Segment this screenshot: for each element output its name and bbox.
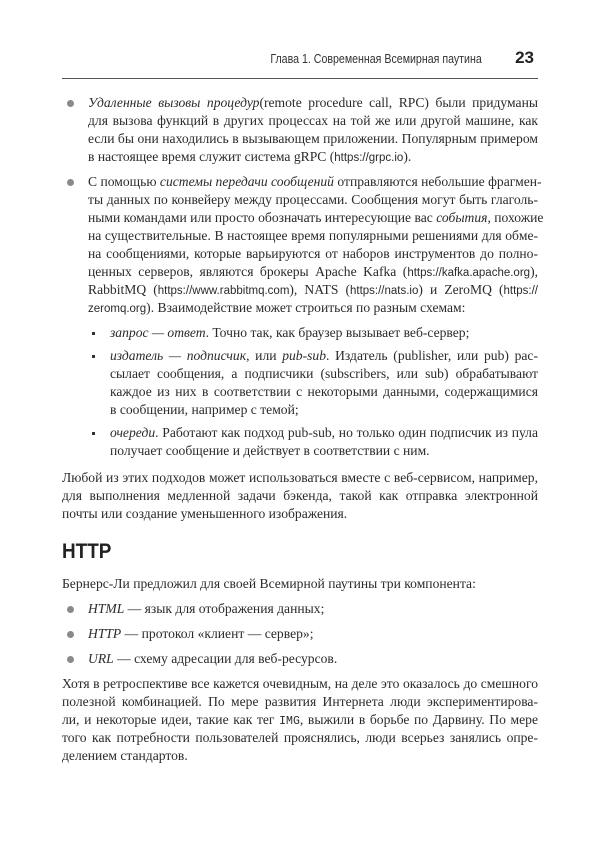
- text-line: [62, 505, 538, 523]
- text-line: [62, 487, 538, 505]
- italic-term: запрос — ответ: [110, 325, 206, 340]
- sub-request-response: [110, 324, 538, 342]
- text-line: [110, 365, 538, 383]
- text-run: С помощью: [88, 174, 160, 189]
- text-run: каждое из них в соответствии с некоторыми данными, содержащимися: [110, 384, 538, 399]
- text-line: [88, 263, 538, 281]
- text-run: . Точно так, как браузер вызывает веб-сервер;: [205, 325, 470, 340]
- text-line: [62, 469, 538, 487]
- text-run: на существительные. В настоящее время популярными решениями для обме-: [88, 228, 538, 243]
- text-line: [88, 209, 544, 227]
- text-run: ).: [403, 149, 412, 164]
- bullet-dot-icon: [67, 606, 74, 613]
- sub-queues: [110, 424, 538, 460]
- text-run: — язык для отображения данных;: [124, 601, 325, 616]
- text-run: ). Взаимодействие может строиться по разным схемам:: [146, 300, 466, 315]
- text-run: почты или создание уменьшенного изображения.: [62, 506, 348, 521]
- bullet-dot-icon: [67, 631, 74, 638]
- text-line: [88, 94, 538, 112]
- text-run: в сообщении, например с темой;: [110, 402, 299, 417]
- text-run: если бы они находились в вызывающем приложении. Популярным примером: [88, 131, 538, 146]
- text-line: [88, 191, 538, 209]
- http-section: [62, 575, 538, 765]
- italic-term: HTML: [88, 601, 125, 616]
- bullet-http: [88, 625, 538, 643]
- running-header: Глава 1. Современная Всемирная паутина: [270, 52, 482, 66]
- text-run: для вызова функций в других процессах на той же или другой машине, как: [88, 113, 538, 128]
- text-run: — схему адресации для веб-ресурсов.: [113, 651, 338, 666]
- text-line: [110, 347, 538, 365]
- text-line: [62, 747, 538, 765]
- page-number: 23: [515, 48, 534, 67]
- bullet-square-icon: [92, 432, 95, 435]
- text-line: [110, 424, 538, 442]
- text-line: [110, 401, 538, 419]
- para-any: [62, 469, 538, 523]
- section-heading: HTTP: [62, 540, 112, 563]
- text-run: ценных серверов, являются брокеры Apache Kafka (: [88, 264, 408, 279]
- bullet-html: [88, 600, 538, 618]
- url-text: https://grpc.io: [334, 152, 404, 164]
- para-retrospective: [62, 675, 538, 765]
- text-line: [88, 130, 538, 148]
- url-text: https://www.rabbitmq.com: [157, 285, 290, 297]
- text-run: получает сообщение и действует в соответствии с ним.: [110, 443, 430, 458]
- text-line: [62, 711, 538, 729]
- text-run: — протокол «клиент — сервер»;: [121, 626, 314, 641]
- bullet-messaging: [88, 173, 544, 317]
- text-run: IMG: [279, 715, 300, 728]
- text-run: полезной комбинацией. По мере развития Интернета люди экспериментирова-: [62, 694, 538, 709]
- text-run: ),: [530, 264, 538, 279]
- bullet-square-icon: [92, 355, 95, 358]
- sub-pub-sub: [110, 347, 538, 419]
- bullet-dot-icon: [67, 656, 74, 663]
- text-run: ), NATS (: [289, 282, 350, 297]
- text-column: [62, 94, 544, 772]
- text-line: [62, 575, 538, 593]
- italic-term: URL: [88, 651, 114, 666]
- text-line: [88, 600, 538, 618]
- italic-term: издатель — подписчик: [110, 348, 247, 363]
- text-run: , или: [246, 348, 283, 363]
- header-rule: [62, 78, 538, 79]
- text-run: ными командами или просто обозначать интересующие вас: [88, 210, 437, 225]
- text-run: делением стандартов.: [62, 748, 188, 763]
- text-run: , выжили в борьбе по Дарвину. По мере: [299, 712, 538, 727]
- text-line: [110, 383, 538, 401]
- text-line: [88, 299, 538, 317]
- italic-term: pub-sub: [282, 348, 327, 363]
- text-run: сылает сообщения, а подписчики (subscribers, или sub) обрабатывают: [110, 366, 538, 381]
- text-line: [88, 148, 538, 166]
- text-line: [88, 227, 538, 245]
- italic-term: очереди: [110, 425, 156, 440]
- text-run: в настоящее время служит система gRPC (: [88, 149, 335, 164]
- text-run: ты данных по конвейеру между процессами. Сообщения могут быть глаголь-: [88, 192, 538, 207]
- bullet-dot-icon: [67, 100, 74, 107]
- url-text: https://kafka.apache.org: [407, 267, 531, 279]
- url-text: https://: [503, 285, 539, 297]
- url-text: zeromq.org: [88, 303, 147, 315]
- italic-term: Удаленные вызовы процедур: [88, 95, 260, 110]
- text-run: отправляются небольшие фрагмен-: [333, 174, 542, 189]
- text-run: (remote procedure call, RPC) были придуманы: [259, 95, 538, 110]
- url-text: https://nats.io: [349, 285, 419, 297]
- bullet-url: [88, 650, 538, 668]
- bullet-square-icon: [92, 332, 95, 335]
- text-run: для выполнения медленной задачи бэкенда, такой как отправка электронной: [62, 488, 538, 503]
- text-run: того как потребности пользователей прояснялись, люди всерьез занялись опре-: [62, 730, 538, 745]
- text-run: Бернерс-Ли предложил для своей Всемирной паутины три компонента:: [62, 576, 476, 591]
- bullet-rpc: [88, 94, 538, 166]
- para-berners: [62, 575, 538, 593]
- text-run: . Издатель (publisher, или pub) рас-: [326, 348, 538, 363]
- italic-term: события: [436, 210, 488, 225]
- text-run: Хотя в ретроспективе все кажется очевидным, на деле это оказалось до смешного: [62, 676, 538, 691]
- text-line: [110, 442, 538, 460]
- text-line: [88, 173, 542, 191]
- italic-term: HTTP: [88, 626, 122, 641]
- text-line: [62, 675, 538, 693]
- text-line: [88, 650, 538, 668]
- text-line: [62, 729, 538, 747]
- text-line: [88, 281, 538, 299]
- text-line: [62, 693, 538, 711]
- text-run: . Работают как подход pub-sub, но только один подписчик из пула: [155, 425, 538, 440]
- text-line: [88, 245, 538, 263]
- text-run: RabbitMQ (: [88, 282, 158, 297]
- text-run: , похожие: [487, 210, 544, 225]
- text-line: [110, 324, 538, 342]
- bullet-dot-icon: [67, 179, 74, 186]
- text-line: [88, 625, 538, 643]
- text-run: на сообщениями, которые варьируются от наборов инструментов до полно-: [88, 246, 538, 261]
- text-line: [88, 112, 538, 130]
- text-run: Любой из этих подходов может использоваться вместе с веб-сервисом, например,: [62, 470, 538, 485]
- messaging-section: [62, 94, 544, 523]
- text-run: ли, и некоторые идеи, такие как тег: [62, 712, 280, 727]
- italic-term: системы передачи сообщений: [159, 174, 334, 189]
- text-run: ) и ZeroMQ (: [418, 282, 504, 297]
